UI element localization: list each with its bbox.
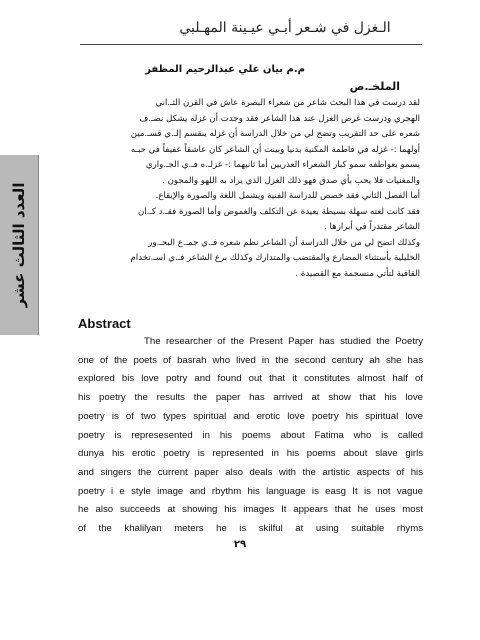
arabic-summary-line: شعره على حد التقريب وتضح لي من خلال الدراسة أن غزله ينقسم إلـ.ي قسـ.مين xyxy=(130,129,420,139)
abstract-line: of the khalilyan meters he is skilful at using suitable rhyms xyxy=(78,523,423,535)
abstract-line: his poetry the results the paper has arrived at show that his love xyxy=(78,392,423,404)
abstract-line: and singers the current paper also deals with the artistic aspects of his xyxy=(78,466,423,478)
abstract-body xyxy=(78,333,423,539)
arabic-summary-line: الهجري ودرست غرض الغزل عند هذا الشاعر فقد وجدت أن غزله يشكل نصـ.ف xyxy=(139,113,420,124)
issue-side-tab xyxy=(0,155,39,335)
author-name: م.م بيان علي عبدالرحيم المظفر xyxy=(145,64,305,75)
abstract-line: poetry is of two types spiritual and erotic love poetry his spiritual love xyxy=(78,410,423,422)
running-header: الـغزل في شـعر أبـي عيـينة المهـلبي xyxy=(179,20,391,36)
abstract-heading: Abstract xyxy=(78,316,131,331)
abstract-line: The researcher of the Present Paper has studied the Poetry xyxy=(144,336,423,347)
abstract-line: dunya his erotic poetry is represented in his poems about slave girls xyxy=(78,448,423,460)
arabic-summary-line: الشاعر مقتدراً في أبرازها . xyxy=(324,222,420,232)
arabic-summary-line: لقد درست في هذا البحث شاعر من شعراء البصرة عاش في القرن الثـ.اني xyxy=(155,98,420,108)
arabic-summary-line: والمغنيات فلا يحب بأي صدق فهو ذلك الغزل الذي يراد به اللهو والمجون . xyxy=(162,175,420,186)
page-number: ٢٩ xyxy=(233,539,247,550)
arabic-summary-line: فقد كانت لغته سهلة بسيطة بعيدة عن التكلف والغموض وأما الصورة فقـ.د كـ.ان xyxy=(137,206,420,217)
issue-side-tab-label: العدد الثالث عشر xyxy=(10,182,28,308)
arabic-summary-line: القافية لتأتي منسجمة مع القصيدة . xyxy=(295,268,420,279)
abstract-line: he also succeeds at showing his images It appears that he uses most xyxy=(78,504,423,516)
arabic-summary-line: أولهما :- غزله في فاطمة المكنية بدنيا وبينت أن الشاعر كان عاشقاً عفيفاً في حبـه xyxy=(130,144,420,155)
abstract-line: explored bis love potry and found out that it constitutes almost half of xyxy=(78,373,423,385)
abstract-line: poetry i e style image and rbythm his language is easg It is not vague xyxy=(78,485,423,497)
abstract-line: one of the poets of basrah who lived in the second century ah she has xyxy=(78,354,423,366)
arabic-summary-line: الخليلية بأستثناء المضارع والمقتضب والمتدارك وكذلك برع الشاعر فـ.ي اسـ.تخدام xyxy=(130,253,420,263)
arabic-summary-line: يسمو بعواطفه سمو كبار الشعراء العذريين أما ثانيهما :- غزلـ.ه فـ.ي الجـ.واري xyxy=(145,160,420,170)
abstract-line: poetry is represesented in his poems about Fatima who is called xyxy=(78,429,423,441)
arabic-summary-heading: الملخـ.ص xyxy=(349,80,400,93)
arabic-summary-line: أما الفصل الثاني فقد خصص للدراسة الفنية ويشمل اللغة والصورة والإيقاع. xyxy=(155,191,420,201)
header-rule xyxy=(80,44,422,45)
arabic-summary-line: وكذلك اتضح لي من خلال الدراسة أن الشاعر نظم شعره فـ.ي جمـ.ع البحـ.ور xyxy=(148,237,420,248)
arabic-summary-body xyxy=(75,96,420,282)
